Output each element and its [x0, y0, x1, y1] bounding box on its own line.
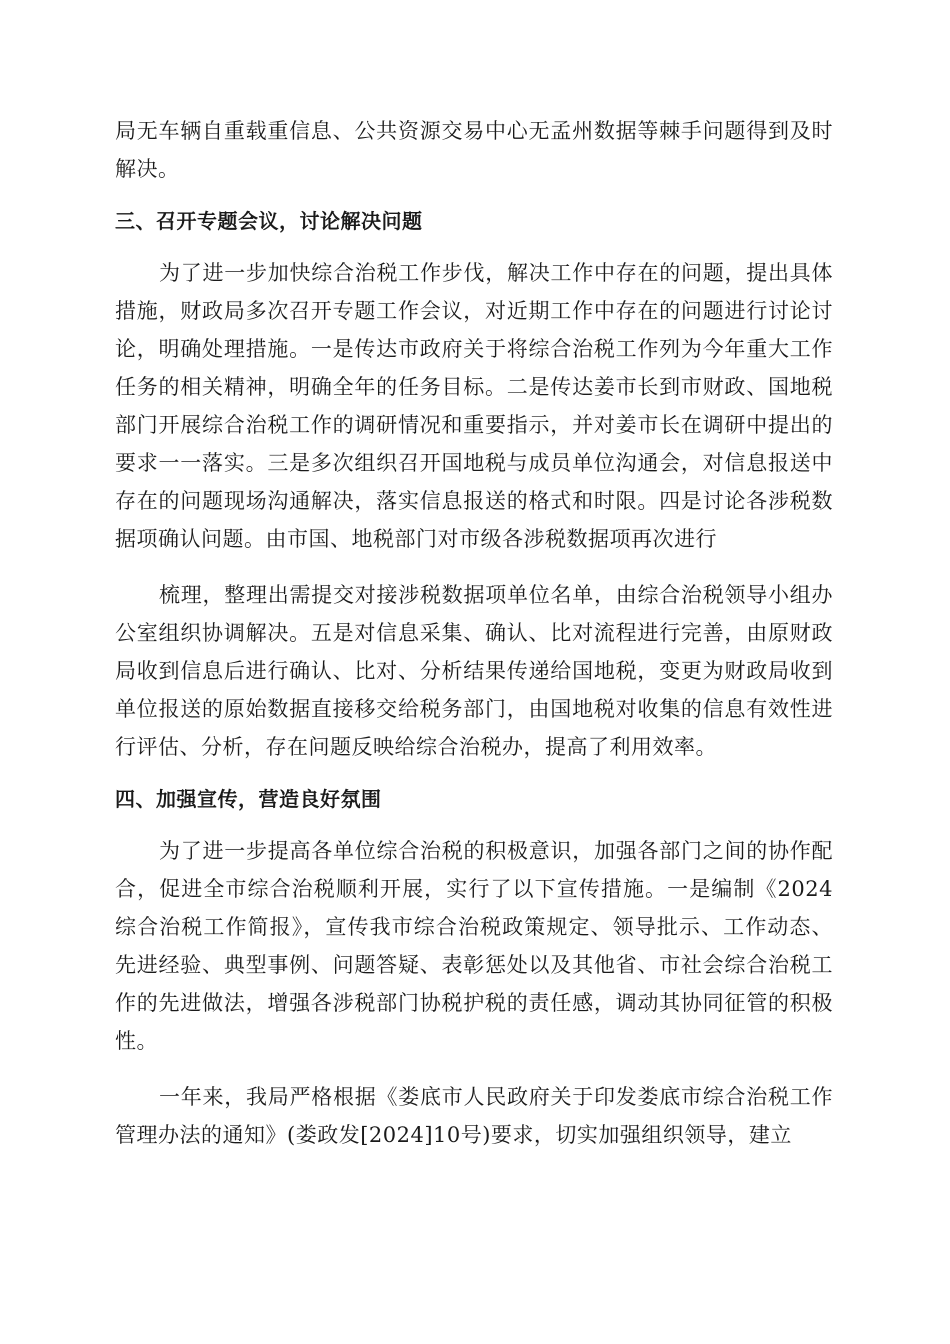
section-4-paragraph-2: 一年来，我局严格根据《娄底市人民政府关于印发娄底市综合治税工作管理办法的通知》(娄政发[2024]10号)要求，切实加强组织领导，建立 [115, 1085, 833, 1147]
section-3-paragraph-1: 为了进一步加快综合治税工作步伐，解决工作中存在的问题，提出具体措施，财政局多次召开专题工作会议，对近期工作中存在的问题进行讨论讨论，明确处理措施。一是传达市政府关于将综合治税工作列为今年重大工作任务的相关精神，明确全年的任务目标。二是传达姜市长到市财政、国地税部门开展综合治税工作的调研情况和重要指示，并对姜市长在调研中提出的要求一一落实。三是多次组织召开国地税与成员单位沟通会，对信息报送中存在的问题现场沟通解决，落实信息报送的格式和时限。四是讨论各涉税数据项确认问题。由市国、地税部门对市级各涉税数据项再次进行 [115, 261, 833, 551]
section-3-paragraph-2: 梳理，整理出需提交对接涉税数据项单位名单，由综合治税领导小组办公室组织协调解决。五是对信息采集、确认、比对流程进行完善，由原财政局收到信息后进行确认、比对、分析结果传递给国地税，变更为财政局收到单位报送的原始数据直接移交给税务部门，由国地税对收集的信息有效性进行评估、分析，存在问题反映给综合治税办，提高了利用效率。 [115, 583, 833, 759]
section-3-heading: 三、召开专题会议，讨论解决问题 [115, 209, 423, 233]
document-page [115, 112, 833, 1154]
section-4-heading: 四、加强宣传，营造良好氛围 [115, 787, 382, 811]
paragraph-top: 局无车辆自重载重信息、公共资源交易中心无孟州数据等棘手问题得到及时解决。 [115, 119, 833, 181]
section-4-paragraph-1: 为了进一步提高各单位综合治税的积极意识，加强各部门之间的协作配合，促进全市综合治税顺利开展，实行了以下宣传措施。一是编制《2024综合治税工作简报》，宣传我市综合治税政策规定、领导批示、工作动态、先进经验、典型事例、问题答疑、表彰惩处以及其他省、市社会综合治税工作的先进做法，增强各涉税部门协税护税的责任感，调动其协同征管的积极性。 [115, 839, 833, 1053]
